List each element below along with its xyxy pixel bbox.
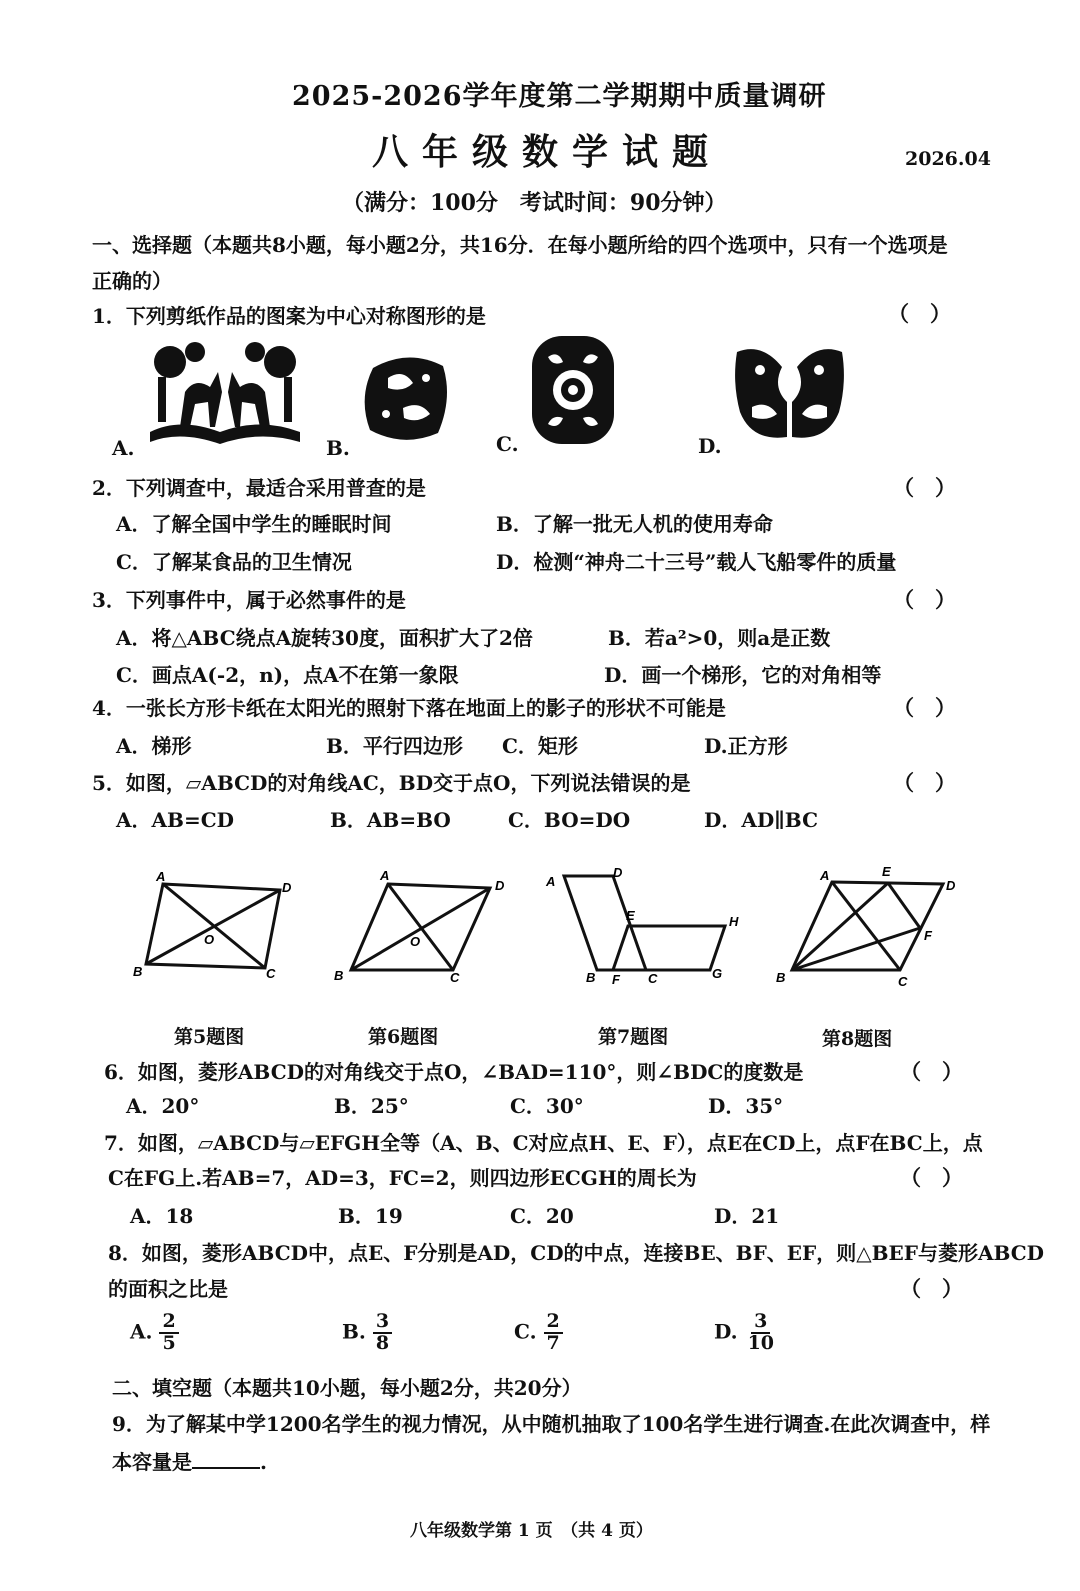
fig7-label-c: C (648, 971, 658, 986)
q7-option-c: C．20 (510, 1204, 574, 1228)
q8-option-d-fraction (745, 1312, 777, 1354)
q8-option-c (514, 1312, 563, 1354)
fig7-label-h: H (729, 914, 739, 929)
exam-info: （满分：100分 考试时间：90分钟） (342, 190, 727, 216)
q2-option-b: B．了解一批无人机的使用寿命 (496, 512, 773, 536)
figure-caption-8: 第8题图 (822, 1028, 893, 1050)
q4-option-d: D.正方形 (704, 734, 788, 758)
q7-option-b: B．19 (338, 1204, 403, 1228)
fig6-label-a: A (380, 868, 390, 883)
q9-stem-text: 本容量是 (112, 1450, 192, 1474)
q5-option-a: A．AB=CD (116, 808, 234, 832)
figure-q8-rhombus-midpoints (770, 862, 970, 992)
q4-option-b: B．平行四边形 (326, 734, 463, 758)
q5-option-d: D．AD∥BC (704, 808, 818, 832)
fig6-label-c: C (450, 970, 460, 985)
q6-option-a: A．20° (126, 1094, 200, 1118)
section1-heading: 一、选择题（本题共8小题，每小题2分，共16分．在每小题所给的四个选项中，只有一个选项是 (92, 233, 948, 257)
figure-q7-two-parallelograms (538, 862, 758, 992)
q2-option-d: D．检测“神舟二十三号”载人飞船零件的质量 (496, 550, 897, 574)
figure-q5-parallelogram (128, 868, 303, 988)
fig8-label-e: E (882, 864, 891, 879)
q8-option-a-denominator: 5 (162, 1331, 176, 1354)
q4-option-c: C．矩形 (502, 734, 578, 758)
figure-caption-7: 第7题图 (598, 1026, 669, 1048)
q8-option-d-label: D. (714, 1319, 738, 1344)
q8-stem-line1: 8．如图，菱形ABCD中，点E、F分别是AD，CD的中点，连接BE、BF、EF，则△BEF与菱形ABCD (108, 1241, 1045, 1265)
q9-answer-blank[interactable] (192, 1449, 260, 1469)
q8-answer-paren: （ ） (900, 1276, 963, 1301)
q6-stem: 6．如图，菱形ABCD的对角线交于点O，∠BAD=110°，则∠BDC的度数是 (104, 1060, 804, 1084)
q1-image-b-fish-papercut (358, 348, 453, 448)
fig8-label-a: A (820, 868, 830, 883)
q8-option-d-denominator: 10 (747, 1331, 775, 1354)
exam-date: 2026.04 (905, 148, 991, 170)
fig7-label-g: G (712, 966, 723, 981)
page-footer: 八年级数学第 1 页 （共 4 页） (410, 1521, 653, 1541)
fig7-label-f: F (612, 972, 620, 987)
fig7-label-a: A (546, 874, 556, 889)
q8-option-b-fraction (373, 1312, 392, 1354)
fig5-label-c: C (266, 966, 276, 981)
fig5-label-o: O (204, 932, 215, 947)
fig5-label-b: B (133, 964, 143, 979)
q3-option-b: B．若a²>0，则a是正数 (608, 626, 831, 650)
q1-image-a-deer-papercut (140, 332, 310, 450)
q7-stem-line2: C在FG上.若AB=7，AD=3，FC=2，则四边形ECGH的周长为 (108, 1166, 697, 1190)
q5-answer-paren: （ ） (893, 770, 956, 795)
q1-label-d: D. (698, 434, 722, 458)
q9-stem-end: . (260, 1450, 267, 1474)
q8-option-b (342, 1312, 392, 1354)
exam-subtitle: 八年级数学试题 (372, 131, 723, 173)
figure-caption-5: 第5题图 (174, 1026, 245, 1048)
section1-heading-cont: 正确的） (92, 269, 172, 293)
q8-option-c-numerator: 2 (544, 1312, 563, 1334)
q7-stem-line1: 7．如图，▱ABCD与▱EFGH全等（A、B、C对应点H、E、F），点E在CD上，点F在BC上，点 (104, 1131, 983, 1155)
q3-stem: 3．下列事件中，属于必然事件的是 (92, 588, 406, 612)
q1-label-c: C. (496, 432, 519, 456)
q1-stem: 1．下列剪纸作品的图案为中心对称图形的是 (92, 304, 486, 328)
q8-option-c-label: C. (514, 1319, 537, 1344)
q9-stem-line2 (112, 1446, 267, 1475)
q3-option-a: A．将△ABC绕点A旋转30度，面积扩大了2倍 (116, 626, 533, 650)
q4-answer-paren: （ ） (893, 695, 956, 720)
fig8-label-f: F (924, 928, 932, 943)
q8-option-a-numerator: 2 (159, 1312, 178, 1334)
q3-option-c: C．画点A(-2，n)，点A不在第一象限 (116, 663, 459, 687)
q1-label-b: B. (326, 436, 350, 460)
fig6-label-b: B (334, 968, 344, 983)
q6-option-b: B．25° (334, 1094, 409, 1118)
q8-option-b-denominator: 8 (375, 1331, 390, 1354)
q8-option-d (714, 1312, 777, 1354)
q9-stem-line1: 9．为了解某中学1200名学生的视力情况，从中随机抽取了100名学生进行调查.在此次调查中，样 (112, 1412, 991, 1436)
figure-q6-rhombus (328, 866, 518, 986)
fig6-label-d: D (495, 878, 505, 893)
q1-label-a: A. (112, 436, 135, 460)
q2-option-a: A．了解全国中学生的睡眠时间 (116, 512, 392, 536)
q1-image-d-birds-papercut (732, 342, 847, 450)
q7-answer-paren: （ ） (900, 1165, 963, 1190)
q8-stem-line2: 的面积之比是 (108, 1277, 228, 1301)
q8-option-b-label: B. (342, 1319, 366, 1344)
fig7-label-e: E (626, 908, 635, 923)
q2-option-c: C．了解某食品的卫生情况 (116, 550, 352, 574)
q6-option-c: C．30° (510, 1094, 584, 1118)
q5-option-c: C．BO=DO (508, 808, 631, 832)
q8-option-a (130, 1312, 179, 1354)
exam-title: 2025-2026学年度第二学期期中质量调研 (292, 81, 827, 112)
q8-option-c-denominator: 7 (546, 1331, 560, 1354)
q3-option-d: D．画一个梯形，它的对角相等 (604, 663, 882, 687)
fig6-label-o: O (410, 934, 421, 949)
fig7-label-d: D (613, 865, 623, 880)
fig8-label-d: D (946, 878, 956, 893)
q4-stem: 4．一张长方形卡纸在太阳光的照射下落在地面上的影子的形状不可能是 (92, 696, 726, 720)
q6-option-d: D．35° (708, 1094, 784, 1118)
q5-stem: 5．如图，▱ABCD的对角线AC，BD交于点O，下列说法错误的是 (92, 771, 691, 795)
q8-option-b-numerator: 3 (373, 1312, 392, 1334)
fig5-label-a: A (156, 869, 166, 884)
section2-heading: 二、填空题（本题共10小题，每小题2分，共20分） (112, 1376, 582, 1400)
q7-option-d: D．21 (714, 1204, 780, 1228)
q6-answer-paren: （ ） (900, 1059, 963, 1084)
figure-caption-6: 第6题图 (368, 1026, 439, 1048)
q8-option-d-numerator: 3 (751, 1312, 770, 1334)
q4-option-a: A．梯形 (116, 734, 192, 758)
fig5-label-d: D (282, 880, 292, 895)
q2-answer-paren: （ ） (893, 475, 956, 500)
q1-image-c-flower-papercut (528, 332, 618, 448)
q8-option-a-label: A. (130, 1319, 153, 1344)
fig8-label-c: C (898, 974, 908, 989)
q7-option-a: A．18 (130, 1204, 194, 1228)
q8-option-a-fraction (159, 1312, 178, 1354)
fig8-label-b: B (776, 970, 786, 985)
q8-option-c-fraction (544, 1312, 563, 1354)
fig7-label-b: B (586, 970, 596, 985)
q1-answer-paren: （ ） (888, 301, 951, 326)
q5-option-b: B．AB=BO (330, 808, 451, 832)
q2-stem: 2．下列调查中，最适合采用普查的是 (92, 476, 426, 500)
q3-answer-paren: （ ） (893, 587, 956, 612)
